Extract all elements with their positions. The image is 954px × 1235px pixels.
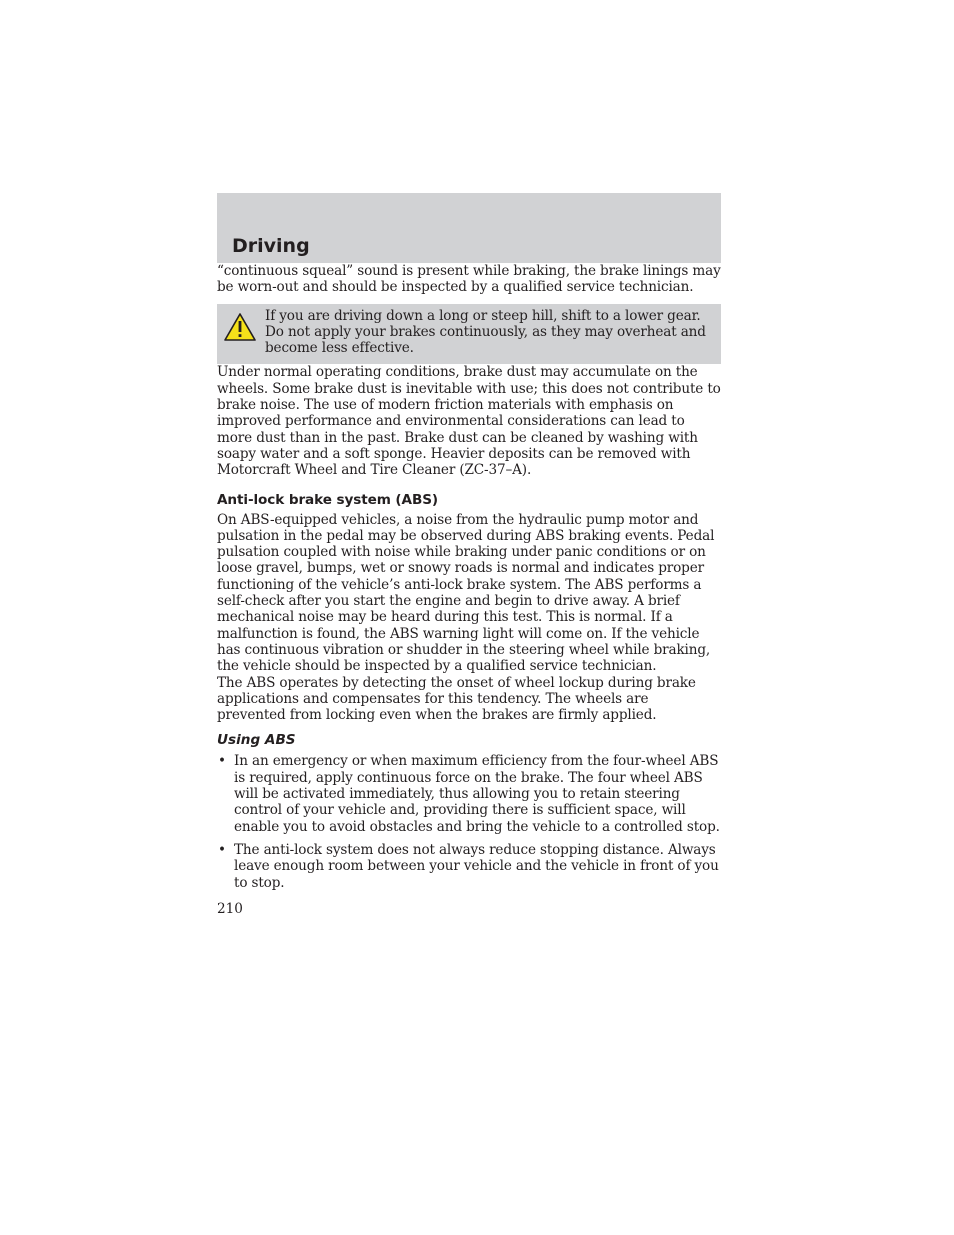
manual-page <box>217 193 721 917</box>
warning-text: If you are driving down a long or steep hill, shift to a lower gear. Do not apply your brakes continuously, as they may overheat and become less effective. <box>265 307 706 357</box>
subsection-heading-using-abs: Using ABS <box>217 732 296 749</box>
paragraph-brake-dust: Under normal operating conditions, brake dust may accumulate on the wheels. Some brake dust is inevitable with use; this does not contribute to brake noise. The use of modern friction materials with emphasis on improved performance and environmental considerations can lead to more dust than in the past. Brake dust can be cleaned by washing with soapy water and a soft sponge. Heavier deposits can be removed with Motorcraft Wheel and Tire Cleaner (ZC-37–A). <box>217 364 721 479</box>
section-heading-abs: Anti-lock brake system (ABS) <box>217 491 439 508</box>
warning-triangle-icon <box>223 312 257 342</box>
bullet-icon: • <box>218 841 226 858</box>
paragraph-abs-noise: On ABS-equipped vehicles, a noise from the hydraulic pump motor and pulsation in the pedal may be observed during ABS braking events. Pedal pulsation coupled with noise while braking under panic conditions or on loose gravel, bumps, wet or snowy roads is normal and indicates proper functioning of the vehicle’s anti-lock brake system. The ABS performs a self-check after you start the engine and begin to drive away. A brief mechanical noise may be heard during this test. This is normal. If a malfunction is found, the ABS warning light will come on. If the vehicle has continuous vibration or shudder in the steering wheel while braking, the vehicle should be inspected by a qualified service technician. <box>217 511 715 675</box>
warning-box <box>217 304 721 365</box>
section-header-band <box>217 193 721 263</box>
bullet-icon: • <box>218 753 226 770</box>
list-item-text: The anti-lock system does not always reduce stopping distance. Always leave enough room between your vehicle and the vehicle in front of you to stop. <box>234 841 719 891</box>
section-title: Driving <box>232 235 310 257</box>
list-item <box>217 753 721 834</box>
paragraph-brake-squeal: “continuous squeal” sound is present while braking, the brake linings may be worn-out and should be inspected by a qualified service technician. <box>217 263 721 296</box>
list-item-text: In an emergency or when maximum efficiency from the four-wheel ABS is required, apply continuous force on the brake. The four wheel ABS will be activated immediately, thus allowing you to retain steering control of your vehicle and, providing there is sufficient space, will enable you to avoid obstacles and bring the vehicle to a controlled stop. <box>234 753 720 835</box>
list-item <box>217 842 721 891</box>
paragraph-abs-operation: The ABS operates by detecting the onset of wheel lockup during brake applications and compensates for this tendency. The wheels are prevented from locking even when the brakes are firmly applied. <box>217 674 696 724</box>
bullet-list <box>217 753 721 890</box>
page-number: 210 <box>217 900 243 917</box>
